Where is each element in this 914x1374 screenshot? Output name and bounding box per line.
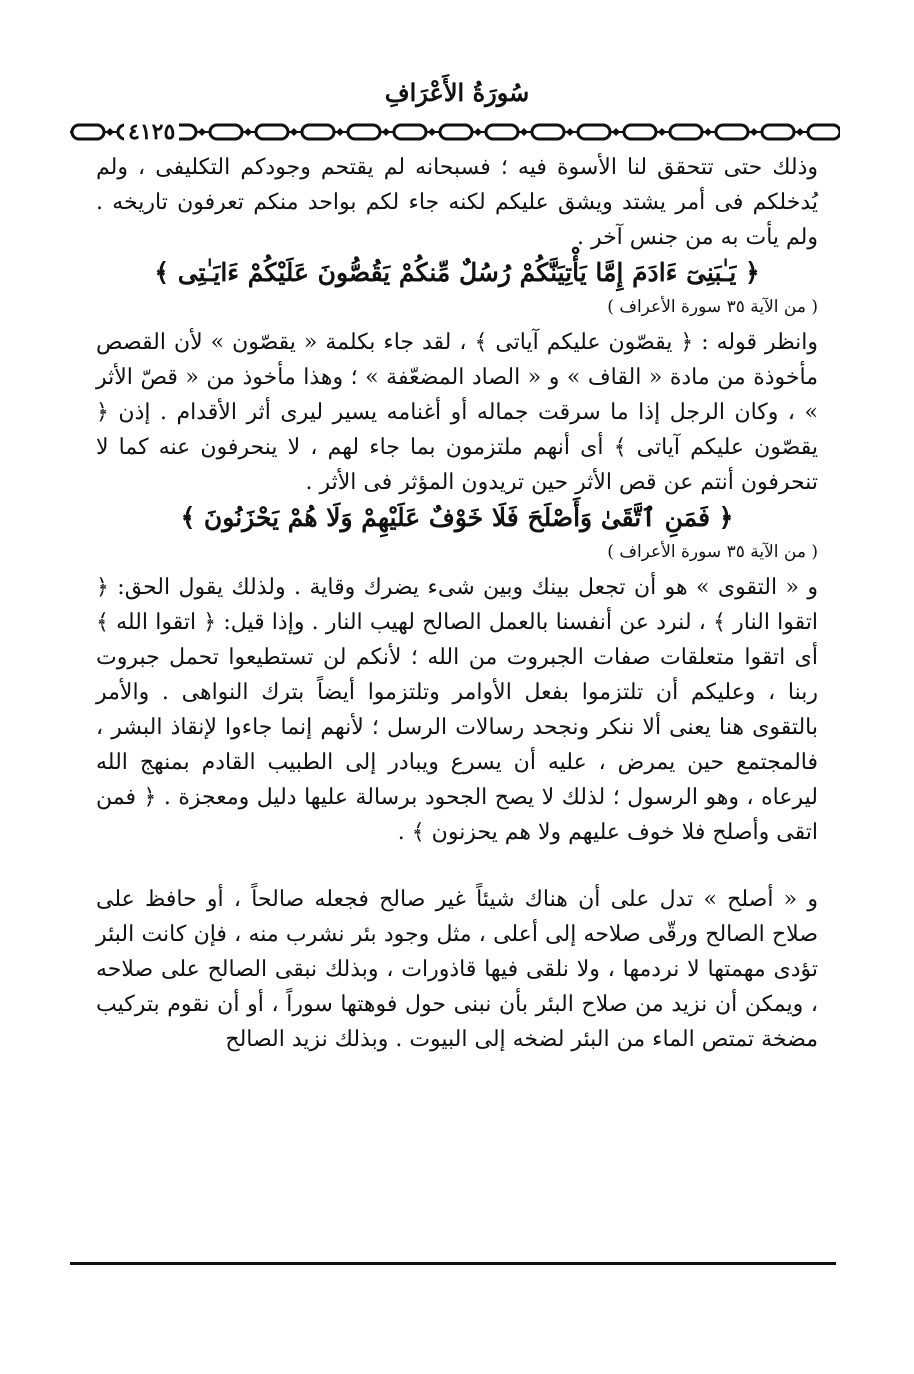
ornament-diamond [520,128,528,136]
ornament-oval [762,125,794,139]
ornament-diamond [382,128,390,136]
ornament-oval [210,125,242,139]
ornament-diamond [106,128,114,136]
ornament-oval [72,125,104,139]
verse-reference-1: ( من الآية ٣٥ سورة الأعراف ) [607,297,818,317]
ornament-diamond [336,128,344,136]
ornament-oval [256,125,288,139]
ornament-oval [348,125,380,139]
surah-title: سُورَةُ الأَعْرَافِ [384,78,530,107]
ornament-oval [440,125,472,139]
verse-reference-2: ( من الآية ٣٥ سورة الأعراف ) [607,542,818,562]
ornament-oval [716,125,748,139]
ornament-diamond [474,128,482,136]
ornament-diamond [658,128,666,136]
ornament-oval [394,125,426,139]
bottom-rule [70,1262,836,1265]
ornament-oval [532,125,564,139]
ornament-oval [808,125,840,139]
paragraph-1: وذلك حتى تتحقق لنا الأسوة فيه ؛ فسبحانه لم يقتحم وجودكم التكليفى ، ولم يُدخلكم فى أمر يشتد ويشق عليكم لكنه جاء لكم بواحد منكم تعرفون تاريخه . ولم يأت به من جنس آخر . [96,155,818,250]
ornament-diamond [244,128,252,136]
paragraph-2: وانظر قوله : ﴿ يقصّون عليكم آياتى ﴾ ، لقد جاء بكلمة « يقصّون » لأن القصص مأخوذة من مادة « القاف » و « الصاد المضعّفة » ؛ وهذا مأخوذ من « قصّ الأثر » ، وكان الرجل إذا ما سرقت جماله أو أغنامه يسير ليرى أثر الأقدام . إذن ﴿ يقصّون عليكم آياتى ﴾ أى أنهم ملتزمون بما جاء لهم ، لا ينحرفون عنه كما لا تنحرفون أنتم عن قص الأثر حين تريدون المؤثر فى الأثر . [96,330,818,495]
ornament-diamond [566,128,574,136]
ornament-diamond [796,128,804,136]
ornament-oval [486,125,518,139]
quran-verse-2: ﴿ فَمَنِ ٱتَّقَىٰ وَأَصْلَحَ فَلَا خَوْفٌ عَلَيْهِمْ وَلَا هُمْ يَحْزَنُونَ ﴾ [180,503,734,532]
ornamental-header-border [70,120,840,144]
ornament-oval [578,125,610,139]
page-number: ٤١٢٥ [124,119,179,145]
ornament-oval [302,125,334,139]
ornament-oval [670,125,702,139]
paragraph-3: و « التقوى » هو أن تجعل بينك وبين شىء يضرك وقاية . ولذلك يقول الحق: ﴿ اتقوا النار ﴾ ، لنرد عن أنفسنا بالعمل الصالح لهيب النار . وإذا قيل: ﴿ اتقوا الله ﴾ أى اتقوا متعلقات صفات الجبروت من الله ؛ لأنكم لن تستطيعوا تحمل جبروت ربنا ، وعليكم أن تلتزموا بفعل الأوامر وتلتزموا أيضاً بترك النواهى . والأمر بالتقوى هنا يعنى ألا ننكر ونجحد رسالات الرسل ؛ لأنهم إنما جاءوا لإنقاذ البشر ، فالمجتمع حين يمرض ، عليه أن يسرع ويبادر إلى الطبيب القادم بمنهج الله ليرعاه ، وهو الرسول ؛ لذلك لا يصح الجحود برسالة عليها دليل ومعجزة . ﴿ فمن اتقى وأصلح فلا خوف عليهم ولا هم يحزنون ﴾ . [96,575,818,845]
ornament-diamond [750,128,758,136]
main-text [96,150,818,1057]
paragraph-4: و « أصلح » تدل على أن هناك شيئاً غير صالح فجعله صالحاً ، أو حافظ على صلاح الصالح ورقّى صلاحه إلى أعلى ، مثل وجود بئر نشرب منه ، فإن كانت البئر تؤدى مهمتها لا نردمها ، ولا نلقى فيها قاذورات ، وبذلك نبقى الصالح على صلاحه ، ويمكن أن نزيد من صلاح البئر بأن نبنى حول فوهتها سوراً ، أو أن نقوم بتركيب مضخة تمتص الماء من البئر لضخه إلى البيوت . وبذلك نزيد الصالح [96,887,818,1052]
ornament-diamond [198,128,206,136]
ornament-diamond [290,128,298,136]
ornament-diamond [704,128,712,136]
ornament-diamond [612,128,620,136]
quran-verse-1: ﴿ يَـٰبَنِىٓ ءَادَمَ إِمَّا يَأْتِيَنَّكُمْ رُسُلٌ مِّنكُمْ يَقُصُّونَ عَلَيْكُمْ ءَايَـٰتِى ﴾ [154,258,760,287]
ornament-diamond [428,128,436,136]
ornament-oval [624,125,656,139]
